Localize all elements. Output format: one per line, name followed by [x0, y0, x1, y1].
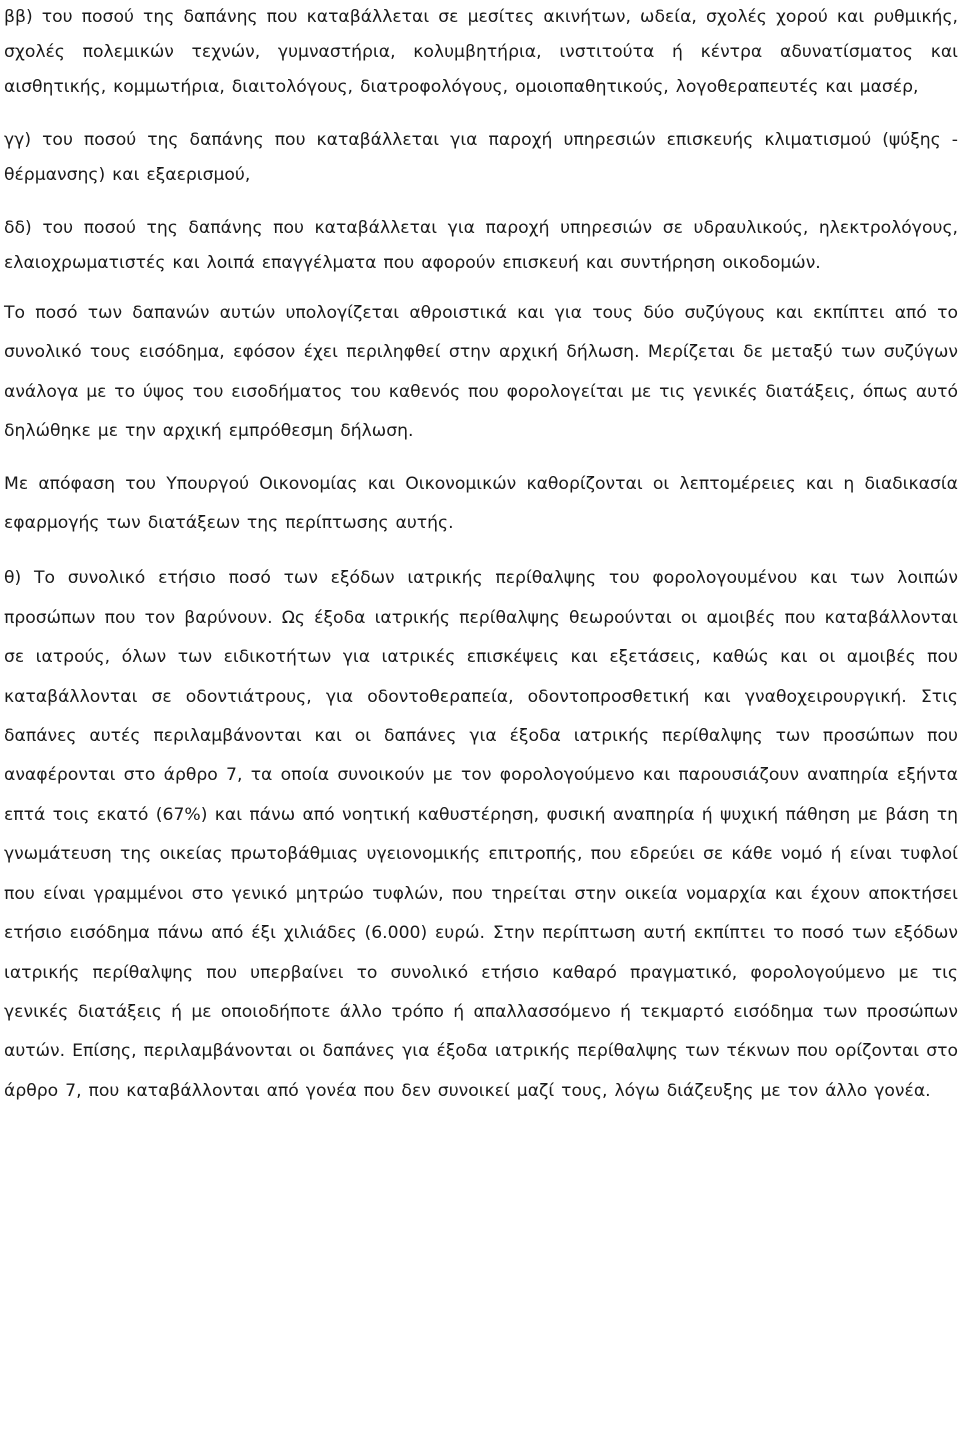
- paragraph-expense-apportionment: Το ποσό των δαπανών αυτών υπολογίζεται αθροιστικά και για τους δύο συζύγους και εκπίπτει από το συνολικό τους εισόδημα, εφόσον έχει περιληφθεί στην αρχική δήλωση. Μερίζεται δε μεταξύ των συζύγων ανάλογα με το ύψος του εισοδήματος του καθενός που φορολογείται με τις γενικές διατάξεις, όπως αυτό δηλώθηκε με την αρχική εμπρόθεσμη δήλωση.: [4, 303, 958, 442]
- paragraph-bb-item: ββ) του ποσού της δαπάνης που καταβάλλεται σε μεσίτες ακινήτων, ωδεία, σχολές χορού και ρυθμικής, σχολές πολεμικών τεχνών, γυμναστήρια, κολυμβητήρια, ινστιτούτα ή κέντρα αδυνατίσματος και αισθητικής, κομμωτήρια, διαιτολόγους, διατροφολόγους, ομοιοπαθητικούς, λογοθεραπευτές και μασέρ,: [4, 7, 958, 97]
- document-page: [4, 0, 958, 1111]
- paragraph-gg-item: γγ) του ποσού της δαπάνης που καταβάλλεται για παροχή υπηρεσιών επισκευής κλιματισμού (ψύξης - θέρμανσης) και εξαερισμού,: [4, 130, 958, 185]
- paragraph-ministerial-decision: Με απόφαση του Υπουργού Οικονομίας και Οικονομικών καθορίζονται οι λεπτομέρειες και η διαδικασία εφαρμογής των διατάξεων της περίπτωσης αυτής.: [4, 473, 958, 534]
- paragraph-theta-medical-expenses: θ) Το συνολικό ετήσιο ποσό των εξόδων ιατρικής περίθαλψης του φορολογουμένου και των λοιπών προσώπων που τον βαρύνουν. Ως έξοδα ιατρικής περίθαλψης θεωρούνται οι αμοιβές που καταβάλλονται σε ιατρούς, όλων των ειδικοτήτων για ιατρικές επισκέψεις και εξετάσεις, καθώς και οι αμοιβές που καταβάλλονται σε οδοντιάτρους, για οδοντοθεραπεία, οδοντοπροσθετική και γναθοχειρουργική. Στις δαπάνες αυτές περιλαμβάνονται και οι δαπάνες για έξοδα ιατρικής περίθαλψης των προσώπων που αναφέρονται στο άρθρο 7, τα οποία συνοικούν με τον φορολογούμενο και παρουσιάζουν αναπηρία εξήντα επτά τοις εκατό (67%) και πάνω από νοητική καθυστέρηση, φυσική αναπηρία ή ψυχική πάθηση με βάση τη γνωμάτευση της οικείας πρωτοβάθμιας υγειονομικής επιτροπής, που εδρεύει σε κάθε νομό ή είναι τυφλοί που είναι γραμμένοι στο γενικό μητρώο τυφλών, που τηρείται στην οικεία νομαρχία και έχουν αποκτήσει ετήσιο εισόδημα πάνω από έξι χιλιάδες (6.000) ευρώ. Στην περίπτωση αυτή εκπίπτει το ποσό των εξόδων ιατρικής περίθαλψης που υπερβαίνει το συνολικό ετήσιο καθαρό πραγματικό, φορολογούμενο με τις γενικές διατάξεις ή με οποιοδήποτε άλλο τρόπο ή απαλλασσόμενο ή τεκμαρτό εισόδημα των προσώπων αυτών. Επίσης, περιλαμβάνονται οι δαπάνες για έξοδα ιατρικής περίθαλψης των τέκνων που ορίζονται στο άρθρο 7, που καταβάλλονται από γονέα που δεν συνοικεί μαζί τους, λόγω διάζευξης με τον άλλο γονέα.: [4, 568, 958, 1101]
- paragraph-dd-item: δδ) του ποσού της δαπάνης που καταβάλλεται για παροχή υπηρεσιών σε υδραυλικούς, ηλεκτρολόγους, ελαιοχρωματιστές και λοιπά επαγγέλματα που αφορούν επισκευή και συντήρηση οικοδομών.: [4, 218, 958, 273]
